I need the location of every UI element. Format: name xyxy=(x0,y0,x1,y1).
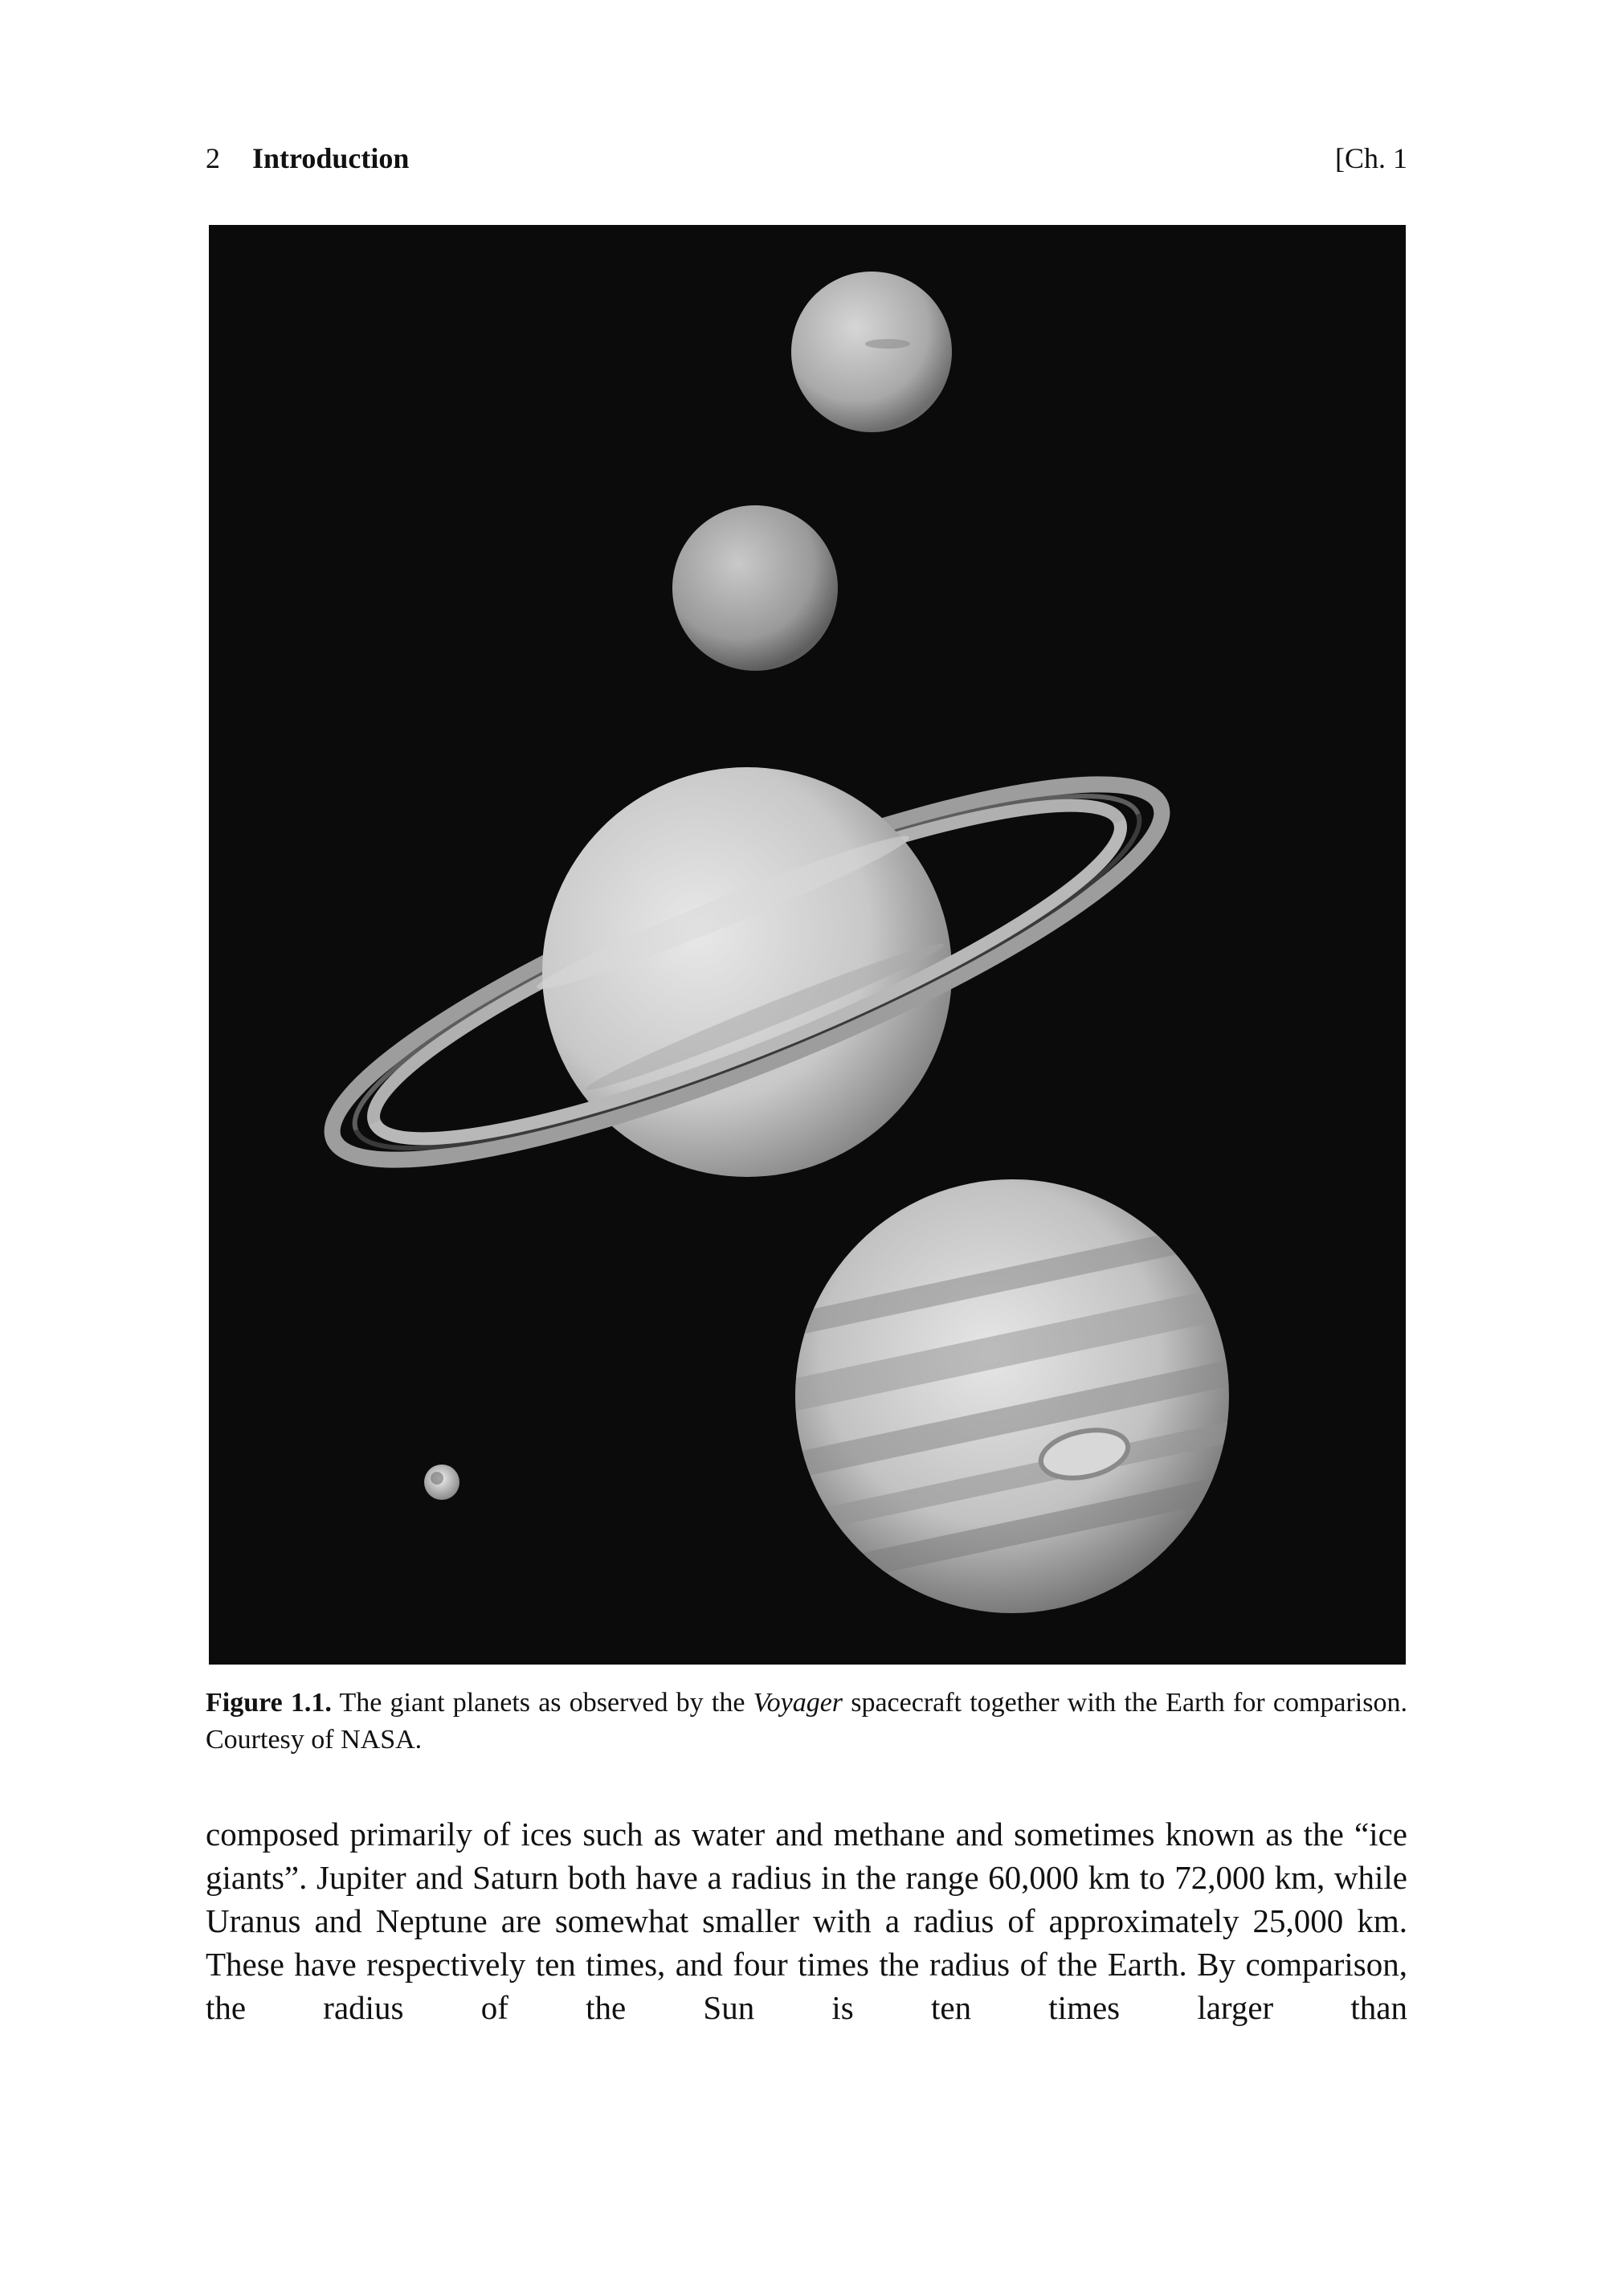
neptune-planet xyxy=(791,272,952,432)
caption-text-part-1: The giant planets as observed by the xyxy=(331,1688,753,1718)
running-header xyxy=(206,138,1407,178)
caption-italic-voyager: Voyager xyxy=(753,1688,843,1718)
body-paragraph: composed primarily of ices such as water and methane and sometimes known as the “ice giants”. Jupiter and Saturn both have a radius in the range 60,000 km to 72,000 km, while Uranus and Neptune are somewhat smaller with a radius of approximately 25,000 km. These have respectively ten times, and four times the radius of the Earth. By comparison, the radius of the Sun is ten times larger than xyxy=(206,1816,1407,2026)
chapter-title: Introduction xyxy=(252,142,410,174)
figure-caption xyxy=(206,1685,1407,1759)
uranus-planet xyxy=(672,505,838,671)
planets-illustration xyxy=(209,225,1406,1665)
planets-figure-image xyxy=(209,225,1406,1665)
earth-planet xyxy=(424,1465,459,1500)
caption-label: Figure 1.1. xyxy=(206,1688,332,1718)
page-number: 2 xyxy=(206,142,220,174)
chapter-reference: [Ch. 1 xyxy=(1335,142,1407,174)
caption-text-part-2: spacecraft together with the Earth for comparison. Courtesy of NASA. xyxy=(206,1688,1407,1755)
